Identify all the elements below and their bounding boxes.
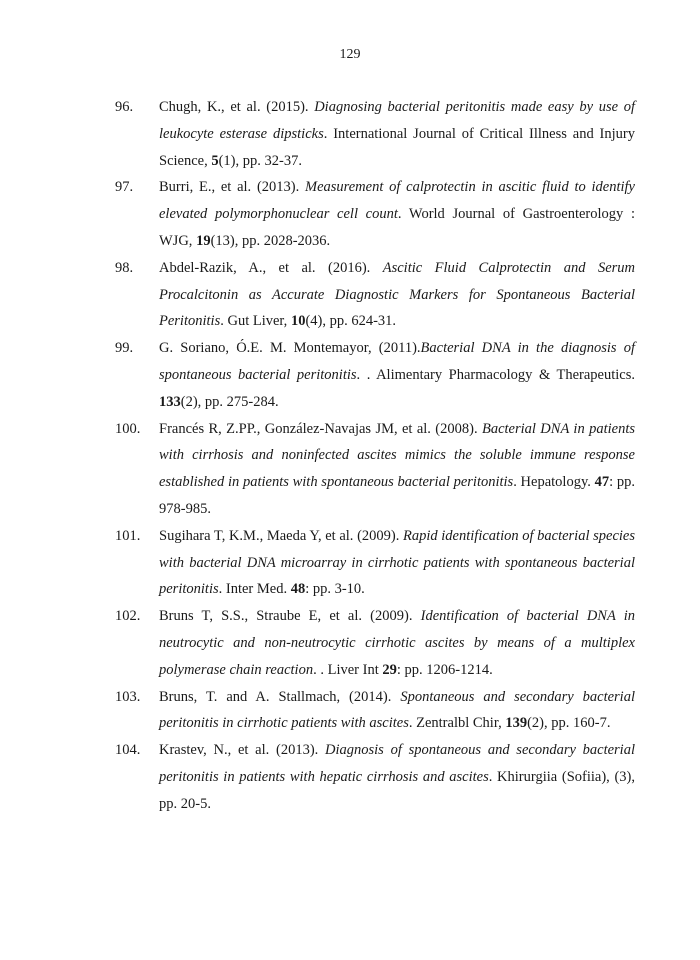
reference-segment: (1), pp. 32-37. <box>218 152 302 169</box>
reference-volume: 19 <box>196 232 211 249</box>
reference-segment: (2), pp. 160-7. <box>527 715 611 732</box>
reference-segment: . . Liver Int <box>313 661 383 678</box>
reference-title: Bacterial DNA in patients with cirrhosis and noninfected ascites mimics the soluble immune response established in patients with spontaneous bacterial peritonitis <box>159 420 635 491</box>
reference-number: 101. <box>115 527 141 544</box>
reference-entry <box>115 335 635 415</box>
reference-text <box>159 421 635 517</box>
reference-title: Rapid identification of bacterial species with bacterial DNA microarray in cirrhotic patients with spontaneous bacterial peritonitis <box>159 527 635 598</box>
reference-segment: Abdel-Razik, A., et al. (2016). <box>159 259 383 276</box>
reference-number: 100. <box>115 420 141 437</box>
reference-volume: 10 <box>290 313 306 330</box>
reference-entry <box>115 94 635 174</box>
reference-title: Identification of bacterial DNA in neutrocytic and non-neutrocytic cirrhotic ascites by means of a multiplex polymerase chain reaction <box>159 608 635 678</box>
reference-number: 102. <box>115 608 141 625</box>
reference-segment: . Inter Med. <box>218 581 291 598</box>
reference-volume: 5 <box>211 152 219 169</box>
reference-number: 99. <box>115 340 134 357</box>
reference-segment: Sugihara T, K.M., Maeda Y, et al. (2009). <box>159 527 403 544</box>
reference-number: 97. <box>115 179 134 196</box>
reference-segment: (13), pp. 2028-2036. <box>210 232 331 249</box>
reference-text <box>159 99 635 169</box>
reference-segment: (4), pp. 624-31. <box>305 313 397 330</box>
reference-entry <box>115 174 635 254</box>
reference-segment: Burri, E., et al. (2013). <box>159 179 305 196</box>
reference-segment: Francés R, Z.PP., González-Navajas JM, et al. (2008). <box>159 420 482 437</box>
reference-entry <box>115 255 635 335</box>
reference-volume: 47 <box>594 474 610 491</box>
reference-title: Ascitic Fluid Calprotectin and Serum Procalcitonin as Accurate Diagnostic Markers for Spontaneous Bacterial Peritonitis <box>159 259 636 330</box>
reference-text <box>159 689 635 732</box>
reference-title: Measurement of calprotectin in ascitic fluid to identify elevated polymorphonuclear cell count <box>159 179 635 223</box>
reference-text <box>159 260 635 330</box>
reference-title: Diagnosis of spontaneous and secondary bacterial peritonitis in patients with hepatic cirrhosis and ascites <box>159 742 635 785</box>
reference-segment: . Hepatology. <box>513 474 595 491</box>
reference-volume: 48 <box>290 581 306 598</box>
reference-text <box>159 179 635 249</box>
reference-entry <box>115 523 635 603</box>
reference-title: Bacterial DNA in the diagnosis of spontaneous bacterial peritonitis <box>159 340 635 383</box>
reference-number: 96. <box>115 99 134 115</box>
reference-segment: . . Alimentary Pharmacology & Therapeutics. <box>356 366 636 383</box>
reference-segment: (2), pp. 275-284. <box>180 393 279 410</box>
reference-number: 98. <box>115 259 134 276</box>
reference-segment: : pp. 3-10. <box>305 581 365 598</box>
reference-segment: . Gut Liver, <box>220 313 291 330</box>
reference-entry <box>115 684 635 738</box>
reference-title: Spontaneous and secondary bacterial peritonitis in cirrhotic patients with ascites <box>159 688 635 732</box>
reference-segment: Bruns T, S.S., Straube E, et al. (2009). <box>159 608 421 625</box>
reference-segment: Krastev, N., et al. (2013). <box>159 742 326 759</box>
reference-segment: Chugh, K., et al. (2015). <box>159 99 315 115</box>
reference-text <box>159 528 635 598</box>
reference-text <box>159 742 635 812</box>
reference-entry <box>115 603 635 683</box>
reference-segment: . World Journal of Gastroenterology : WJG, <box>159 206 635 249</box>
page-number: 129 <box>339 47 361 62</box>
reference-segment: . Khirurgiia (Sofiia), (3), pp. 20-5. <box>159 768 636 812</box>
reference-volume: 139 <box>505 715 528 732</box>
reference-volume: 29 <box>382 661 397 678</box>
reference-list <box>115 94 635 818</box>
reference-segment: G. Soriano, Ó.E. M. Montemayor, (2011). <box>159 340 421 357</box>
reference-entry <box>115 737 635 817</box>
reference-text <box>159 340 635 410</box>
reference-text <box>159 608 635 678</box>
reference-title: Diagnosing bacterial peritonitis made easy by use of leukocyte esterase dipsticks <box>159 99 635 142</box>
reference-segment: . Zentralbl Chir, <box>408 715 506 732</box>
reference-number: 104. <box>115 742 141 759</box>
reference-segment: : pp. 978-985. <box>159 474 635 517</box>
reference-entry <box>115 416 635 523</box>
reference-segment: : pp. 1206-1214. <box>396 661 493 678</box>
reference-volume: 133 <box>159 393 181 410</box>
reference-number: 103. <box>115 688 141 705</box>
reference-segment: Bruns, T. and A. Stallmach, (2014). <box>159 688 401 705</box>
reference-segment: . International Journal of Critical Illness and Injury Science, <box>159 125 635 169</box>
